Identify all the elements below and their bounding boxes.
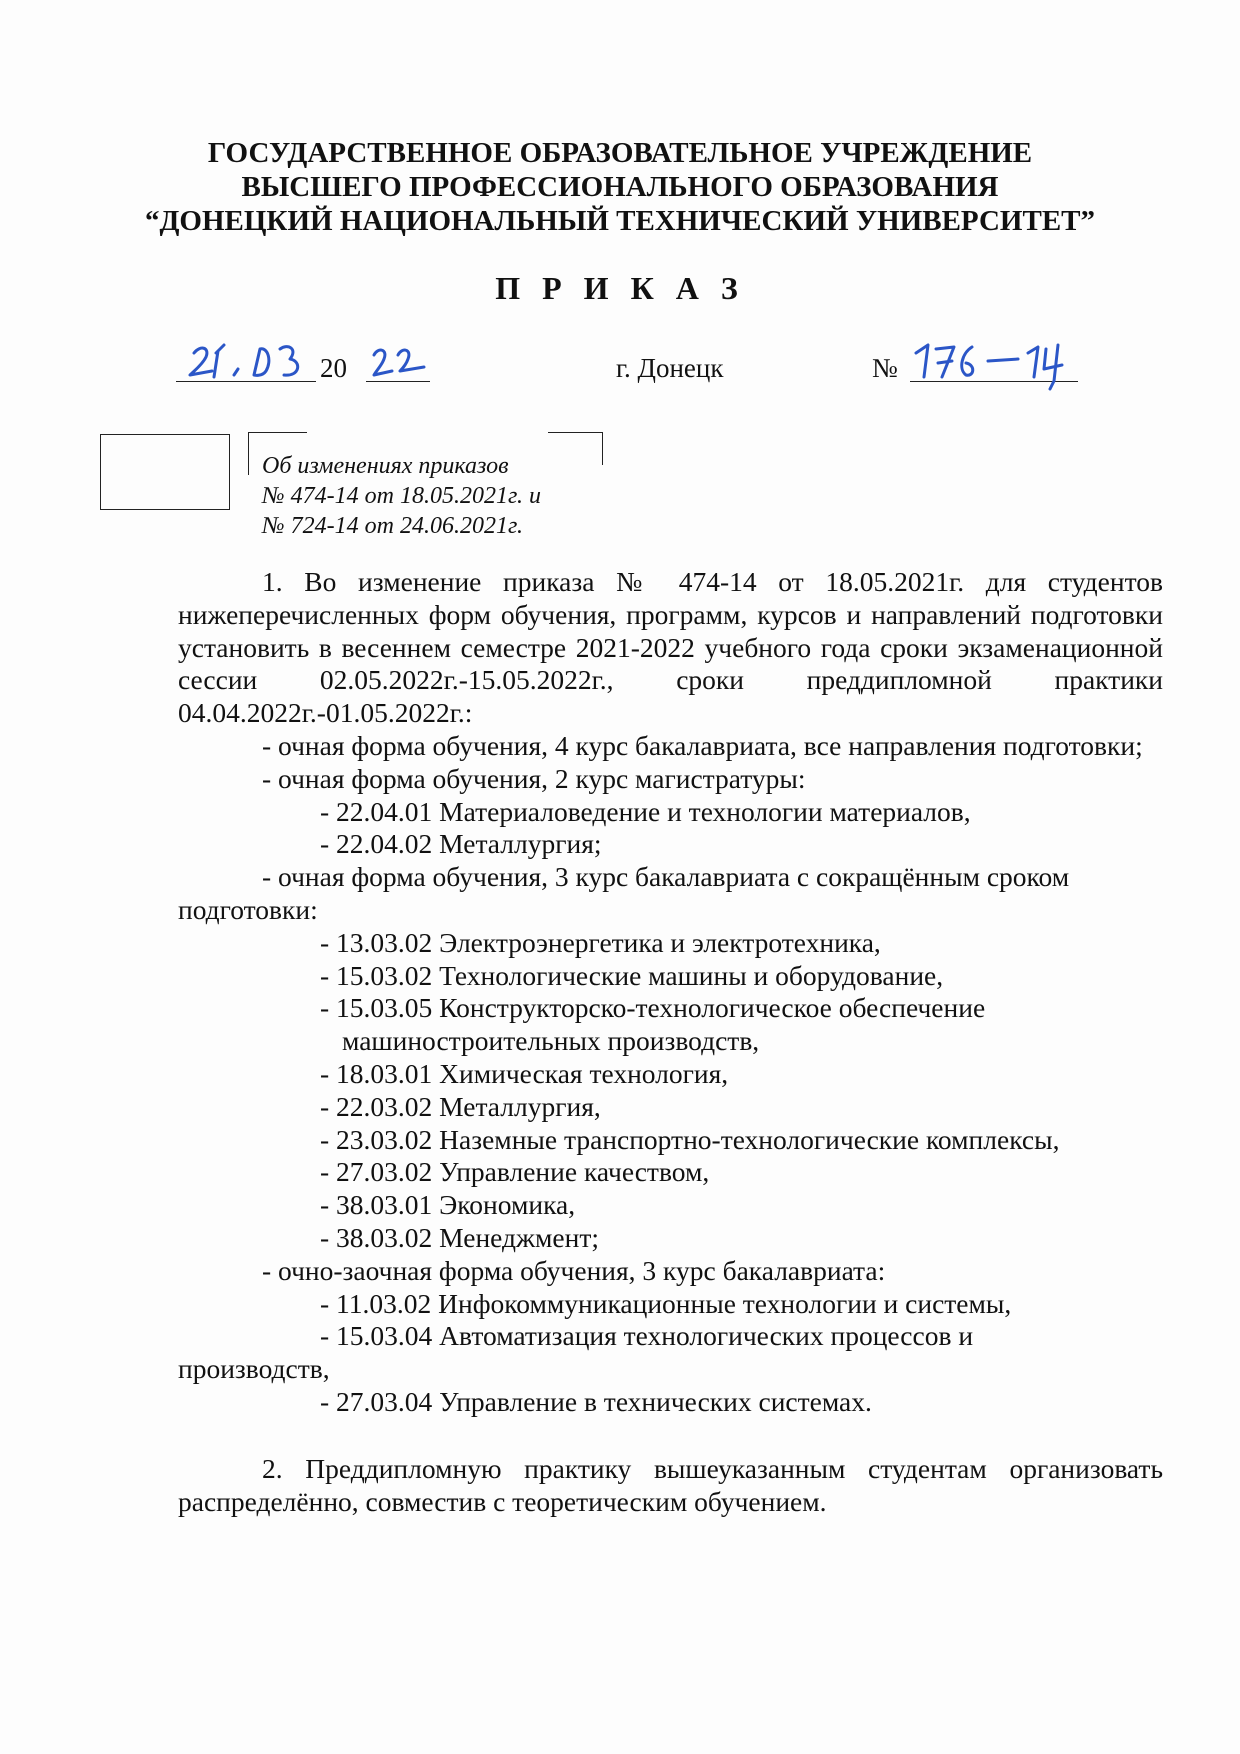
order-subject bbox=[262, 451, 541, 541]
paragraph-1: 1. Во изменение приказа № 474-14 от 18.05.2021г. для студентов нижеперечисленных форм обучения, программ, курсов и направлений подготовки установить в весеннем семестре 2021-2022 учебного года сроки экзаменационной сессии 02.05.2022г.-15.05.2022г., сроки преддипломной практики 04.04.2022г.-01.05.2022г.: bbox=[178, 566, 1163, 729]
handwritten-order-number bbox=[910, 335, 1078, 381]
list-item: - 13.03.02 Электроэнергетика и электротехника, bbox=[320, 926, 881, 958]
header-line-2: ВЫСШЕГО ПРОФЕССИОНАЛЬНОГО ОБРАЗОВАНИЯ bbox=[241, 171, 999, 203]
year-prefix: 20 bbox=[320, 353, 347, 383]
order-title: П Р И К А З bbox=[495, 270, 745, 306]
list-item: - 22.03.02 Металлургия, bbox=[320, 1090, 601, 1122]
study-form-full-time-shortened: - очная форма обучения, 3 курс бакалавриата с сокращённым сроком подготовки: bbox=[178, 861, 1070, 925]
number-prefix: № bbox=[872, 353, 898, 383]
order-number-field bbox=[910, 335, 1078, 382]
order-body bbox=[178, 566, 1163, 1518]
registration-stamp-box bbox=[100, 434, 230, 510]
study-form-full-time-masters: - очная форма обучения, 2 курс магистратуры: bbox=[262, 762, 806, 794]
handwritten-year bbox=[366, 335, 430, 381]
header-line-3: “ДОНЕЦКИЙ НАЦИОНАЛЬНЫЙ ТЕХНИЧЕСКИЙ УНИВЕРСИТЕТ” bbox=[144, 205, 1096, 237]
list-item: - 15.03.02 Технологические машины и оборудование, bbox=[320, 959, 944, 991]
list-item: - 27.03.02 Управление качеством, bbox=[320, 1156, 710, 1188]
study-form-full-time-year4: - очная форма обучения, 4 курс бакалавриата, все направления подготовки; bbox=[262, 729, 1143, 761]
list-item: - 11.03.02 Инфокоммуникационные технологии и системы, bbox=[320, 1287, 1012, 1319]
paragraph-2: 2. Преддипломную практику вышеуказанным студентам организовать распределённо, совместив с теоретическим обучением. bbox=[178, 1452, 1163, 1517]
subject-line-2: № 474-14 от 18.05.2021г. и bbox=[262, 483, 541, 509]
list-item: - 22.04.02 Металлургия; bbox=[320, 828, 602, 860]
institution-header bbox=[0, 136, 1240, 238]
order-reference-row bbox=[0, 335, 1240, 391]
list-item: - 15.03.04 Автоматизация технологических процессов и bbox=[320, 1320, 974, 1352]
study-form-part-time: - очно-заочная форма обучения, 3 курс бакалавриата: bbox=[262, 1254, 886, 1286]
subject-line-3: № 724-14 от 24.06.2021г. bbox=[262, 513, 523, 539]
city-label: г. Донецк bbox=[616, 353, 724, 383]
subject-line-1: Об изменениях приказов bbox=[262, 453, 509, 479]
list-item: - 38.03.02 Менеджмент; bbox=[320, 1221, 599, 1253]
subject-bracket-right bbox=[548, 432, 603, 465]
list-item: - 38.03.01 Экономика, bbox=[320, 1189, 576, 1221]
order-date-field bbox=[176, 335, 316, 382]
header-line-1: ГОСУДАРСТВЕННОЕ ОБРАЗОВАТЕЛЬНОЕ УЧРЕЖДЕНИЕ bbox=[207, 137, 1033, 169]
paragraph-gap bbox=[178, 1419, 1163, 1453]
handwritten-date bbox=[176, 335, 316, 381]
list-item-continuation: производств, bbox=[178, 1353, 330, 1385]
order-year-field bbox=[366, 335, 430, 382]
list-item: - 27.03.04 Управление в технических системах. bbox=[320, 1385, 872, 1417]
list-item: - 18.03.01 Химическая технология, bbox=[320, 1057, 729, 1089]
list-item: - 22.04.01 Материаловедение и технологии материалов, bbox=[320, 795, 971, 827]
list-item: - 23.03.02 Наземные транспортно-технологические комплексы, bbox=[320, 1123, 1060, 1155]
list-item: - 15.03.05 Конструкторско-технологическое обеспечение машиностроительных производств, bbox=[320, 992, 986, 1057]
